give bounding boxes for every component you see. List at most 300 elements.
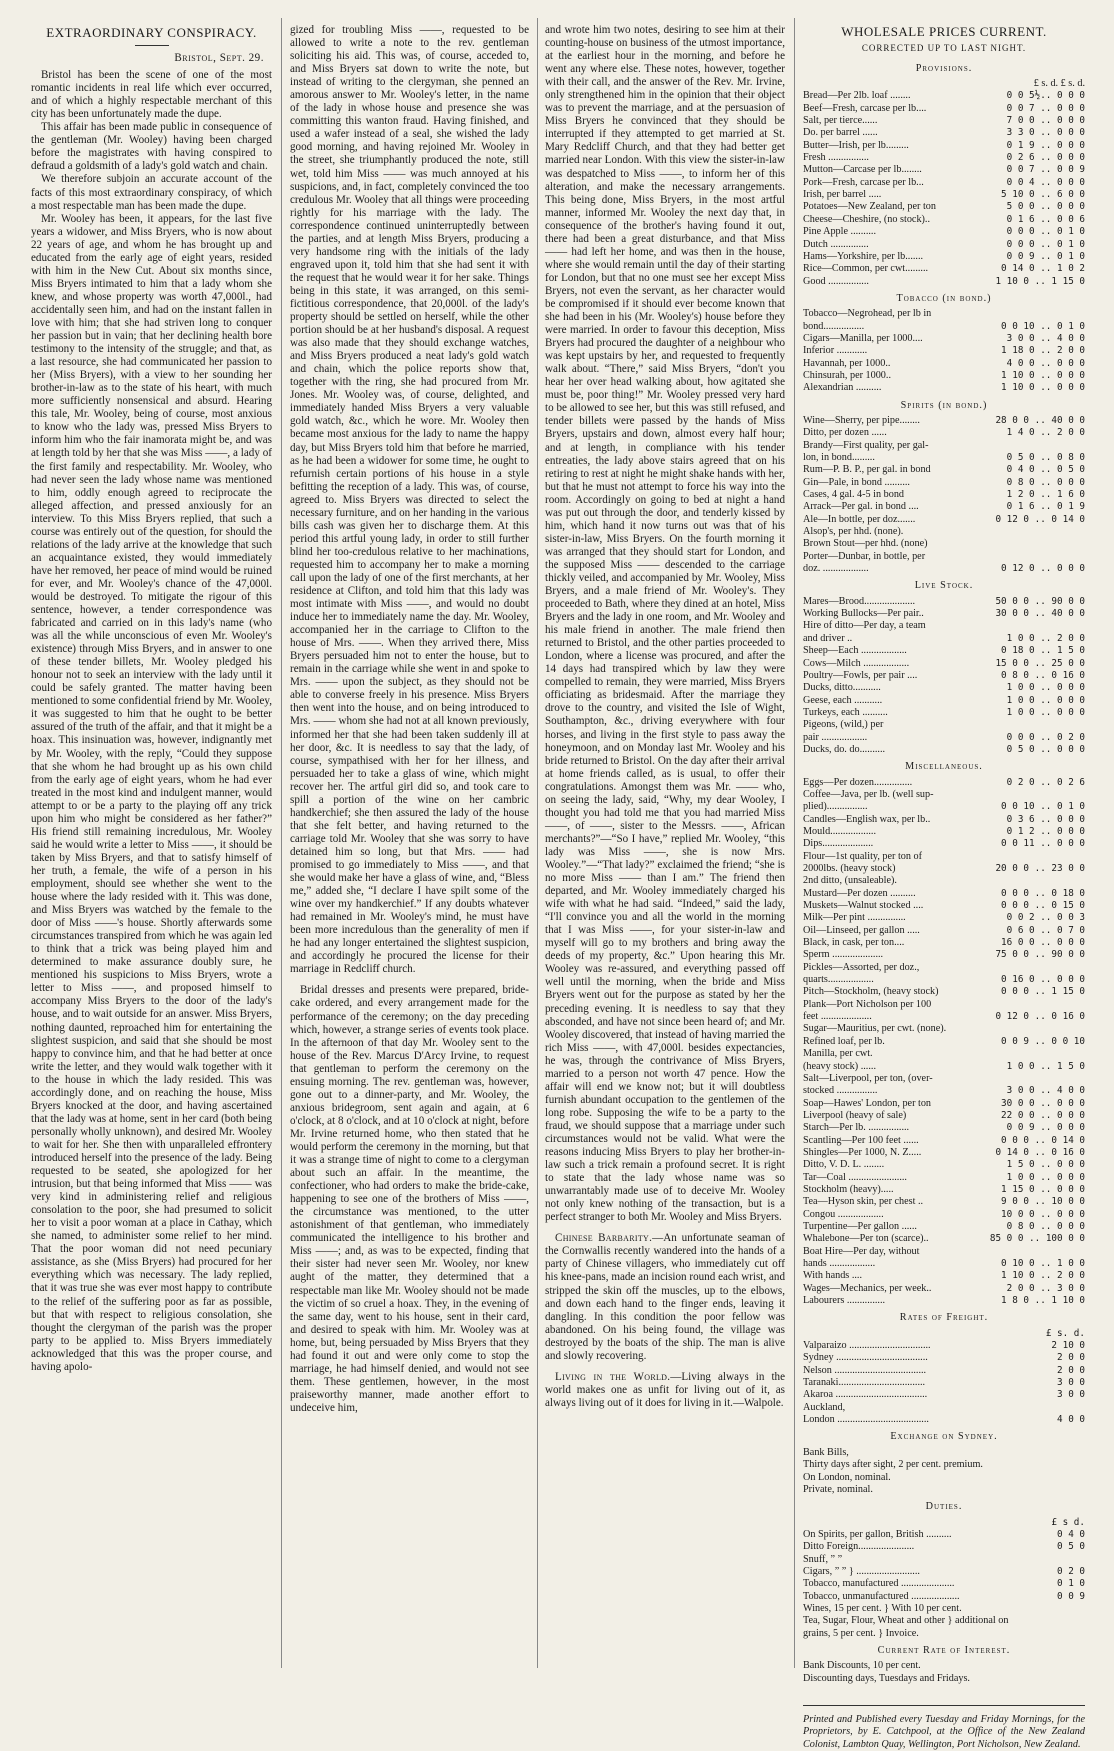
price-row: [803, 1578, 1085, 1590]
interest-line: Bank Discounts, 10 per cent.: [803, 1660, 921, 1672]
item-label: Brown Stout—per hhd. (none): [803, 538, 928, 550]
item-label: Turkeys, each ..........: [803, 706, 888, 718]
price-row: [803, 900, 1085, 912]
price-row: [803, 1295, 1085, 1307]
item-price: 30 0 0 .. 0 0 0: [1001, 1097, 1085, 1109]
item-label: Mutton—Carcase per lb........: [803, 164, 922, 176]
item-price: 1 10 0 .. 2 0 0: [1001, 1270, 1085, 1282]
price-row: [803, 415, 1085, 427]
price-row: [803, 1258, 1085, 1270]
item-label: Mares—Brood....................: [803, 595, 916, 607]
price-row: [803, 732, 1085, 744]
item-price: 0 1 6 .. 0 0 6: [1006, 213, 1085, 225]
item-label: Scantling—Per 100 feet ......: [803, 1134, 919, 1146]
item-label: (heavy stock) ......: [803, 1060, 876, 1072]
item-price: 2 0 0: [1057, 1352, 1085, 1364]
price-row: [803, 370, 1085, 382]
price-row: [803, 658, 1085, 670]
price-row: [803, 382, 1085, 394]
item-price: 0 16 0 .. 0 0 0: [1001, 974, 1085, 986]
item-label: Nelson ....................................: [803, 1364, 927, 1376]
item-price: 0 8 0 .. 0 0 0: [1006, 1220, 1085, 1232]
item-price: 0 0 9 .. 0 0 0: [1006, 1122, 1085, 1134]
prices-subtitle: CORRECTED UP TO LAST NIGHT.: [861, 43, 1027, 54]
item-label: Tea, Sugar, Flour, Wheat and other } additional on: [803, 1615, 1009, 1627]
item-price: [1045, 1402, 1085, 1414]
price-row: [803, 1122, 1085, 1134]
item-label: Porter—Dunbar, in bottle, per: [803, 550, 926, 562]
price-row: [803, 863, 1085, 875]
price-row: [803, 707, 1085, 719]
column-divider: [537, 18, 538, 1668]
item-price: [973, 789, 1085, 801]
item-label: Sperm ....................: [803, 949, 884, 961]
price-row: [803, 501, 1085, 513]
item-price: 0 0 0 .. 0 1 0: [1006, 238, 1085, 250]
price-row: [803, 1541, 1085, 1553]
item-label: Irish, per barrel .....: [803, 189, 882, 201]
price-row: [803, 189, 1085, 201]
item-price: [973, 719, 1085, 731]
price-row: [803, 140, 1085, 152]
living-text: —Living always in the world makes one as unfit for living out of it, as always living out of it does for living in it.—Walpole.: [545, 1370, 785, 1409]
price-row: [803, 201, 1085, 213]
price-row: [803, 1628, 1085, 1640]
item-label: Labourers ...............: [803, 1295, 886, 1307]
price-row: [803, 620, 1085, 632]
imprint: Printed and Published every Tuesday and Friday Mornings, for the Proprietors, by E. Catchpool, at the Office of the New Zealand Colonist, Lambton Quay, Wellington, Port Nicholson, New Zealand.: [803, 1705, 1085, 1751]
item-price: [1045, 1603, 1085, 1615]
price-row: [803, 1011, 1085, 1023]
price-row: [803, 633, 1085, 645]
item-label: On Spirits, per gallon, British ..........: [803, 1528, 952, 1540]
item-price: 22 0 0 .. 0 0 0: [1001, 1109, 1085, 1121]
item-price: 0 0 7 .. 0 0 0: [1006, 102, 1085, 114]
price-row: [803, 1352, 1085, 1364]
item-label: Fresh ................: [803, 152, 869, 164]
item-price: 1 8 0 .. 1 10 0: [1001, 1295, 1085, 1307]
price-row: [803, 1023, 1085, 1035]
item-price: 0 10 0 .. 1 0 0: [1001, 1258, 1085, 1269]
item-label: Taranaki..................................: [803, 1377, 926, 1389]
item-label: Manilla, per cwt.: [803, 1048, 873, 1060]
item-label: Auckland,: [803, 1401, 846, 1413]
item-label: Refined loaf, per lb.: [803, 1035, 885, 1047]
item-price: 28 0 0 .. 40 0 0: [995, 414, 1085, 426]
item-price: 0 12 0 .. 0 0 0: [1001, 563, 1085, 575]
item-label: Tea—Hyson skin, per chest ..: [803, 1196, 924, 1208]
item-price: 1 0 0 .. 0 0 0: [1006, 1171, 1085, 1183]
price-row: [803, 1554, 1085, 1566]
item-label: Tobacco, manufactured .....................: [803, 1578, 955, 1590]
article-title: EXTRAORDINARY CONSPIRACY.: [46, 25, 257, 40]
duties-heading: Duties.: [925, 1501, 963, 1513]
item-label: Good ................: [803, 275, 869, 287]
price-row: [803, 1233, 1085, 1245]
price-row: [803, 427, 1085, 439]
item-label: Flour—1st quality, per ton of: [803, 850, 923, 862]
section-heading: Live Stock.: [914, 580, 974, 592]
interest-line: Discounting days, Tuesdays and Fridays.: [803, 1672, 970, 1684]
item-label: Ditto, per dozen ......: [803, 427, 887, 439]
price-row: [803, 477, 1085, 489]
item-label: Pork—Fresh, carcase per lb...: [803, 176, 924, 188]
price-row: [803, 670, 1085, 682]
price-row: [803, 1402, 1085, 1414]
price-row: [803, 838, 1085, 850]
price-row: [803, 682, 1085, 694]
item-label: Sydney ....................................: [803, 1352, 928, 1364]
price-row: [803, 695, 1085, 707]
exchange-heading: Exchange on Sydney.: [890, 1431, 998, 1443]
item-label: quarts..................: [803, 974, 874, 986]
item-label: Pigeons, (wild,) per: [803, 719, 884, 731]
item-price: 2 0 0: [1057, 1364, 1085, 1376]
price-row: [803, 1110, 1085, 1122]
item-price: 15 0 0 .. 25 0 0: [995, 657, 1085, 669]
price-row: [803, 152, 1085, 164]
item-price: 1 0 0 .. 0 0 0: [1006, 706, 1085, 718]
item-price: 0 0 0 .. 0 14 0: [1001, 1134, 1085, 1146]
price-row: [803, 777, 1085, 789]
item-label: hands ..................: [803, 1258, 876, 1269]
item-price: 0 0 11 .. 0 0 0: [1001, 838, 1085, 850]
price-row: [803, 1246, 1085, 1258]
item-label: Ducks, ditto...........: [803, 682, 881, 694]
item-price: [973, 851, 1085, 863]
item-price: 0 0 9 .. 0 0 10: [1001, 1035, 1085, 1047]
item-label: Alexandrian ..........: [803, 382, 882, 394]
item-label: Poultry—Fowls, per pair ....: [803, 669, 918, 681]
duties-header: £ s d.: [1051, 1516, 1085, 1528]
item-price: 0 2 0: [1057, 1565, 1085, 1577]
item-price: [973, 620, 1085, 632]
price-row: [803, 1172, 1085, 1184]
section-heading: Spirits (in bond.): [900, 399, 988, 411]
item-price: 0 8 0 .. 0 0 0: [1006, 476, 1085, 488]
item-price: [973, 1073, 1085, 1085]
item-label: Soap—Hawes' London, per ton: [803, 1097, 932, 1109]
price-row: [803, 1196, 1085, 1208]
item-label: Cigars, ” ” } .........................: [803, 1565, 920, 1577]
price-row: [803, 526, 1085, 538]
price-row: [803, 851, 1085, 863]
price-row: [803, 744, 1085, 756]
item-label: and driver ..: [803, 632, 853, 644]
price-row: [803, 263, 1085, 275]
item-label: Valparaizo ................................: [803, 1340, 931, 1352]
item-label: Salt, per tierce......: [803, 115, 878, 127]
price-row: [803, 1270, 1085, 1282]
item-label: Plank—Port Nicholson per 100: [803, 998, 932, 1010]
price-row: [803, 345, 1085, 357]
price-row: [803, 1340, 1085, 1352]
item-price: 0 18 0 .. 1 5 0: [1001, 645, 1085, 657]
price-row: [803, 1073, 1085, 1085]
item-price: 4 0 0 .. 0 0 0: [1006, 357, 1085, 369]
item-price: 0 0 2 .. 0 0 3: [1006, 912, 1085, 924]
price-row: [803, 937, 1085, 949]
price-row: [803, 925, 1085, 937]
price-row: [803, 321, 1085, 333]
item-price: [973, 538, 1085, 550]
item-label: Geese, each ...........: [803, 694, 883, 706]
item-price: 2 0 0 .. 3 0 0: [1006, 1282, 1085, 1294]
item-label: Salt—Liverpool, per ton, (over-: [803, 1072, 933, 1084]
currency-header-row: [803, 78, 1085, 90]
item-label: Cigars—Manilla, per 1000....: [803, 332, 923, 344]
column-3: [545, 24, 785, 1674]
item-price: 0 14 0 .. 0 16 0: [995, 1146, 1085, 1158]
item-price: [973, 999, 1085, 1011]
paragraph: Bridal dresses and presents were prepared, bride-cake ordered, and every arrangement made for the performance of the ceremony; on the day preceding which, however, a strange series of events took place. In the afternoon of that day Mr. Wooley sent to the house of the Rev. Marcus D'Arcy Irvine, to request that gentleman to perform the ceremony on the ensuing morning. The rev. gentleman was, however, gone out to a dinner-party, and Mr. Wooley, the anxious bridegroom, sent again and again, at 6 o'clock, at 8 o'clock, and at 10 o'clock at night, before Mr. Irvine returned home, who then stated that he would perform the ceremony in the morning, but that it was a strange time of night to come to a clergyman about such an affair. In the meantime, the confectioner, who had orders to make the bride-cake, happening to see one of the brothers of Miss ——, the circumstance was mentioned, to the utter astonishment of that gentleman, who immediately communicated the intelligence to his brother and Miss ——; and, as was to be expected, finding that their sister had never seen Mr. Wooley, nor knew aught of the matter, they determined that a respectable man like Mr. Wooley should not be made the victim of so cruel a hoax. They, in the evening of the same day, went to his house, sent in their card, and desired to speak with him. Mr. Wooley was at home, but, being persuaded by Miss Bryers that they had found it out and were only come to stop the marriage, he had himself denied, and would not see them. These gentlemen, however, in the most praiseworthy manner, made another effort to undeceive him,: [290, 984, 529, 1414]
price-row: [803, 276, 1085, 288]
item-label: Congou ..................: [803, 1208, 884, 1220]
item-label: Oil—Linseed, per gallon .....: [803, 924, 920, 936]
item-price: [1045, 1554, 1085, 1566]
item-label: Candles—English wax, per lb..: [803, 813, 931, 825]
section-heading: Miscellaneous.: [905, 761, 983, 773]
price-row: [803, 719, 1085, 731]
column-2: [290, 24, 529, 1674]
item-price: 0 4 0: [1057, 1528, 1085, 1540]
item-label: Cheese—Cheshire, (no stock)..: [803, 213, 931, 225]
item-label: Ale—In bottle, per doz.......: [803, 513, 916, 525]
price-row: [803, 1147, 1085, 1159]
price-row: [803, 1048, 1085, 1060]
item-price: [973, 875, 1085, 887]
paragraph: We therefore subjoin an accurate account of the facts of this most extraordinary conspiracy, of which a most respectable man has been made the dupe.: [31, 173, 272, 212]
column-4-prices: [803, 24, 1085, 1750]
item-label: Coffee—Java, per lb. (well sup-: [803, 788, 934, 800]
item-price: [1045, 1628, 1085, 1640]
item-label: Dips....................: [803, 838, 874, 850]
item-price: 0 0 10 .. 0 1 0: [1001, 320, 1085, 332]
paragraph: This affair has been made public in consequence of the gentleman (Mr. Wooley) having been charged before the magistrates with having conspired to defraud a goldsmith of a lady's gold watch and chain.: [31, 121, 272, 173]
price-row: [803, 1377, 1085, 1389]
item-label: Rum—P. B. P., per gal. in bond: [803, 464, 931, 476]
item-label: Pine Apple ..........: [803, 226, 877, 238]
item-price: 0 2 6 .. 0 0 0: [1006, 152, 1085, 164]
item-price: 0 0 7 .. 0 0 9: [1006, 164, 1085, 176]
price-row: [803, 358, 1085, 370]
item-label: Do. per barrel ......: [803, 127, 878, 139]
price-row: [803, 1414, 1085, 1426]
item-label: Pitch—Stockholm, (heavy stock): [803, 986, 939, 998]
price-row: [803, 251, 1085, 263]
item-label: Inferior ............: [803, 345, 868, 357]
item-label: Havannah, per 1000..: [803, 357, 891, 369]
price-row: [803, 962, 1085, 974]
item-price: 1 15 0 .. 0 0 0: [1001, 1183, 1085, 1195]
item-label: Liverpool (heavy of sale): [803, 1109, 907, 1121]
price-row: [803, 308, 1085, 320]
paragraph: and wrote him two notes, desiring to see him at their counting-house on business of the utmost importance, at the earliest hour in the morning, and before he went any where else. These notes, however, together with their call, and the answer of the Rev. Mr. Irvine, only strengthened him in the opinion that their object was to prevent the marriage, and at the persuasion of Miss Bryers he convinced that they should be interrupted if they attempted to get married at St. Mary Redcliff Church, and that they had better get married near London. With this view the sister-in-law was despatched to Miss ——, to inform her of this alteration, and make the necessary arrangements. This being done, Miss Bryers, in the most artful manner, informed Mr. Wooley the next day that, in consequence of the brother's having found it out, there had been a great disturbance, and that Miss —— had left her home, and was then in the house, where she would remain until the day of their starting for London, but that no one must see her except Miss Bryers, not even the servant, as her character would be compromised if it should ever become known that she had been in his (Mr. Wooley's) house before they were married. In order to favour this deception, Miss Bryers had procured the daughter of a neighbour who was kept upstairs by her, and requested to frequently walk about. “There,” said Miss Bryers, “don't you hear her over head walking about, how agitated she must be, poor thing!” Mr. Wooley pressed very hard to be allowed to see her, but this was still refused, and tender billets were passed by the hands of Miss Bryers, upstairs and down, almost every half hour; and at length, in compliance with his tender entreaties, the lady above stairs agreed that on his retiring to rest at night he might shake hands with her, but that he must not attempt to force his way into the room. Accordingly on going to bed at night a hand was put out through the door, and tenderly kissed by him, which hand it now turns out was that of his sister-in-law, Miss Bryers. On the fourth morning it was arranged that they should start for London, and the supposed Miss —— descended to the carriage thickly veiled, and accompanied by Mr. Wooley, Miss Bryers, and a male friend of Mr. Wooley's. They proceeded to Bath, where they dined at an hotel, Miss Bryers and the lady in one room, and Mr. Wooley and his male friend in another. The male friend then returned to Bristol, and the other parties proceeded to London, where a license was procured, and after the 14 days had transpired which by law they were compelled to remain, they were married, Miss Bryers officiating as bridesmaid. After the marriage they drove to the country, and visited the Isle of Wight, Southampton, &c., driving everywhere with four horses, and living in the first style to pass away the honeymoon, and on Monday last Mr. Wooley and his bride returned to Bristol. On the day after their arrival at home friends called, as is usual, to offer their congratulations. Amongst them was Mr. —— who, on seeing the lady, said, “Why, my dear Wooley, I thought you had told me that you had married Miss ——, of ——, sister to the Messrs. ——, African merchants?”—“So I have,” replied Mr. Wooley, “this lady was Miss ——, she is now Mrs. Wooley.”—“That lady?” exclaimed the friend; “she is no more Miss —— than I am.” The friend then departed, and Mr. Wooley immediately charged his wife with what he had said. “Indeed,” said the lady, “I'll convince you and all the world in the morning that I was Miss ——, for your sister-in-law and myself will go to my brothers and bring away the deeds of my property, &c.” Upon hearing this Mr. Wooley was re-assured, and everything passed off well until the morning, when the bride and Miss Bryers went out for the purpose as stated by her the preceding evening. It is needless to say that they absconded, and have not since been heard of; and Mr. Wooley discovered, that instead of having married the rich Miss ——, with 47,000l. besides expectancies, he was, through the contrivance of Miss Bryers, married to a person not worth 47 pence. How the affair will end we know not; but it will doubtless furnish abundant occupation to the gentlemen of the long robe. Supposing the wife to be a party to the fraud, we should suppose that a marriage under such circumstances would not be valid. What were the reasons inducing Miss Bryers to play her brother-in-law such a trick remain a profound secret. It is right to state that the lady whose name was so unwarrantably made use of to deceive Mr. Wooley not only knew nothing of the transaction, but is a perfect stranger to both Mr. Wooley and Miss Bryers.: [545, 24, 786, 1224]
item-price: 50 0 0 .. 90 0 0: [995, 595, 1085, 607]
item-label: Akaroa ....................................: [803, 1389, 928, 1401]
price-row: [803, 1283, 1085, 1295]
price-sections: [803, 63, 1085, 1308]
freight-rows: [803, 1340, 1085, 1426]
item-price: 1 5 0 .. 0 0 0: [1006, 1159, 1085, 1171]
item-price: [973, 308, 1085, 320]
item-label: Milk—Per pint ...............: [803, 912, 906, 924]
section-heading: Tobacco (in bond.): [896, 292, 992, 304]
item-price: 0 1 6 .. 0 1 9: [1006, 501, 1085, 513]
item-label: Dutch ...............: [803, 238, 869, 250]
price-row: [803, 464, 1085, 476]
price-row: [803, 1098, 1085, 1110]
exchange-lines: [803, 1447, 1085, 1496]
item-label: With hands ....: [803, 1270, 863, 1282]
item-price: 1 0 0 .. 2 0 0: [1006, 632, 1085, 644]
item-label: Eggs—Per dozen...............: [803, 776, 913, 788]
item-price: 3 0 0: [1057, 1377, 1085, 1389]
item-label: Whalebone—Per ton (scarce)..: [803, 1233, 929, 1245]
price-row: [803, 789, 1085, 801]
item-price: 0 14 0 .. 1 0 2: [1001, 263, 1085, 275]
item-price: [973, 526, 1085, 538]
item-label: pair ..................: [803, 731, 868, 743]
price-row: [803, 214, 1085, 226]
item-price: 3 0 0: [1057, 1389, 1085, 1401]
item-price: 0 0 0 .. 0 15 0: [1001, 900, 1085, 912]
item-label: Boat Hire—Per day, without: [803, 1245, 920, 1257]
price-row: [803, 1389, 1085, 1401]
price-row: [803, 596, 1085, 608]
item-price: [973, 962, 1085, 974]
item-label: Chinsurah, per 1000..: [803, 369, 891, 381]
price-row: [803, 489, 1085, 501]
barbarity-paragraph: [545, 1232, 785, 1362]
item-label: grains, 5 per cent. } Invoice.: [803, 1627, 919, 1639]
item-label: Wine—Sherry, per pipe........: [803, 414, 920, 426]
item-price: 1 0 0 .. 0 0 0: [1006, 694, 1085, 706]
price-row: [803, 1615, 1085, 1627]
item-price: 75 0 0 .. 90 0 0: [995, 949, 1085, 961]
item-price: 0 0 5½.. 0 0 0: [1006, 90, 1085, 102]
item-label: Wines, 15 per cent. } With 10 per cent.: [803, 1602, 962, 1614]
barbarity-text: —An unfortunate seaman of the Cornwallis recently wandered into the hands of a party of Chinese villagers, who immediately cut off his knee-pans, made an incision round each wrist, and stripped the skin off the muscles, up to the elbows, and down each hand to the finger ends, leaving it dangling. In this condition the poor fellow was abandoned. On his being found, the village was destroyed by the boats of the ship. The man is alive and slowly recovering.: [545, 1232, 785, 1362]
item-price: 0 8 0 .. 0 16 0: [1001, 669, 1085, 681]
item-price: 0 1 2 .. 0 0 0: [1006, 825, 1085, 837]
price-row: [803, 164, 1085, 176]
item-label: Pickles—Assorted, per doz.,: [803, 961, 920, 973]
price-row: [803, 1209, 1085, 1221]
item-price: 0 0 9 .. 0 1 0: [1006, 250, 1085, 262]
item-label: Tar—Coal .......................: [803, 1171, 907, 1183]
section-heading: Provisions.: [915, 62, 973, 74]
column-divider: [794, 18, 795, 1668]
item-price: 9 0 0 .. 10 0 0: [1001, 1196, 1085, 1208]
item-price: 3 3 0 .. 0 0 0: [1006, 127, 1085, 139]
barbarity-heading: Chinese Barbarity.: [555, 1232, 653, 1245]
item-label: Alsop's, per hhd. (none).: [803, 526, 904, 538]
item-price: [973, 1023, 1085, 1035]
item-price: 1 4 0 .. 2 0 0: [1006, 427, 1085, 439]
item-label: bond................: [803, 320, 865, 332]
price-row: [803, 1135, 1085, 1147]
item-price: 0 1 9 .. 0 0 0: [1006, 139, 1085, 151]
item-label: Sheep—Each ..................: [803, 645, 907, 657]
item-label: Sugar—Mauritius, per cwt. (none).: [803, 1023, 947, 1035]
item-label: Cases, 4 gal. 4-5 in bond: [803, 489, 905, 501]
price-row: [803, 563, 1085, 575]
item-label: feet ....................: [803, 1011, 872, 1023]
price-row: [803, 875, 1085, 887]
exchange-line: On London, nominal.: [803, 1471, 891, 1483]
exchange-line: Private, nominal.: [803, 1483, 873, 1495]
item-label: Shingles—Per 1000, N. Z.....: [803, 1146, 922, 1158]
item-price: 10 0 0 .. 0 0 0: [1001, 1208, 1085, 1220]
item-label: lon, in bond.........: [803, 452, 875, 463]
price-row: [803, 1036, 1085, 1048]
item-price: 0 0 0 .. 1 15 0: [1001, 986, 1085, 998]
price-row: [803, 801, 1085, 813]
item-price: 1 0 0 .. 1 5 0: [1006, 1060, 1085, 1072]
price-row: [803, 1529, 1085, 1541]
item-label: Cows—Milch ..................: [803, 657, 910, 669]
freight-header-row: [803, 1328, 1085, 1340]
price-row: [803, 127, 1085, 139]
item-label: Rice—Common, per cwt.........: [803, 263, 929, 275]
item-price: 0 3 6 .. 0 0 0: [1006, 813, 1085, 825]
price-row: [803, 949, 1085, 961]
item-label: Ducks, do. do..........: [803, 743, 886, 755]
dateline: Bristol, Sept. 29.: [174, 52, 264, 65]
price-row: [803, 333, 1085, 345]
item-label: Ditto Foreign......................: [803, 1541, 915, 1553]
paragraph: Bristol has been the scene of one of the most romantic incidents in real life which ever occurred, and of which a highly respectable merchant of this city has been unfortunately made the dupe.: [31, 69, 272, 121]
item-price: [973, 1048, 1085, 1060]
item-label: Hire of ditto—Per day, a team: [803, 620, 926, 632]
duties-rows: [803, 1529, 1085, 1640]
item-label: Wages—Mechanics, per week..: [803, 1282, 932, 1294]
item-price: 5 10 0 .. 6 0 0: [1001, 189, 1085, 201]
price-row: [803, 888, 1085, 900]
item-price: 0 12 0 .. 0 14 0: [995, 513, 1085, 525]
duties-header-row: [803, 1517, 1085, 1529]
price-row: [803, 912, 1085, 924]
item-label: Gin—Pale, in bond ..........: [803, 476, 910, 488]
price-row: [803, 90, 1085, 102]
item-price: 0 0 4 .. 0 0 0: [1006, 176, 1085, 188]
item-price: 0 0 0 .. 0 2 0: [1006, 731, 1085, 743]
item-price: 1 2 0 .. 1 6 0: [1006, 489, 1085, 501]
item-price: 3 0 0 .. 4 0 0: [1006, 1085, 1085, 1097]
price-row: [803, 239, 1085, 251]
item-label: Hams—Yorkshire, per lb.......: [803, 250, 924, 262]
price-row: [803, 1085, 1085, 1097]
item-price: 4 0 0: [1057, 1414, 1085, 1426]
price-row: [803, 1159, 1085, 1171]
item-label: Brandy—First quality, per gal-: [803, 439, 929, 451]
item-label: Potatoes—New Zealand, per ton: [803, 201, 936, 213]
price-row: [803, 103, 1085, 115]
price-row: [803, 814, 1085, 826]
item-label: Working Bullocks—Per pair..: [803, 608, 924, 620]
prices-title: WHOLESALE PRICES CURRENT.: [841, 24, 1047, 39]
price-row: [803, 1061, 1085, 1073]
item-price: 0 0 9: [1057, 1590, 1085, 1602]
price-row: [803, 226, 1085, 238]
freight-heading: Rates of Freight.: [899, 1312, 989, 1324]
exchange-line: Bank Bills,: [803, 1446, 849, 1458]
price-row: [803, 986, 1085, 998]
item-label: Starch—Per lb. ................: [803, 1122, 910, 1134]
item-price: [973, 1246, 1085, 1258]
item-label: Black, in cask, per ton....: [803, 937, 905, 949]
